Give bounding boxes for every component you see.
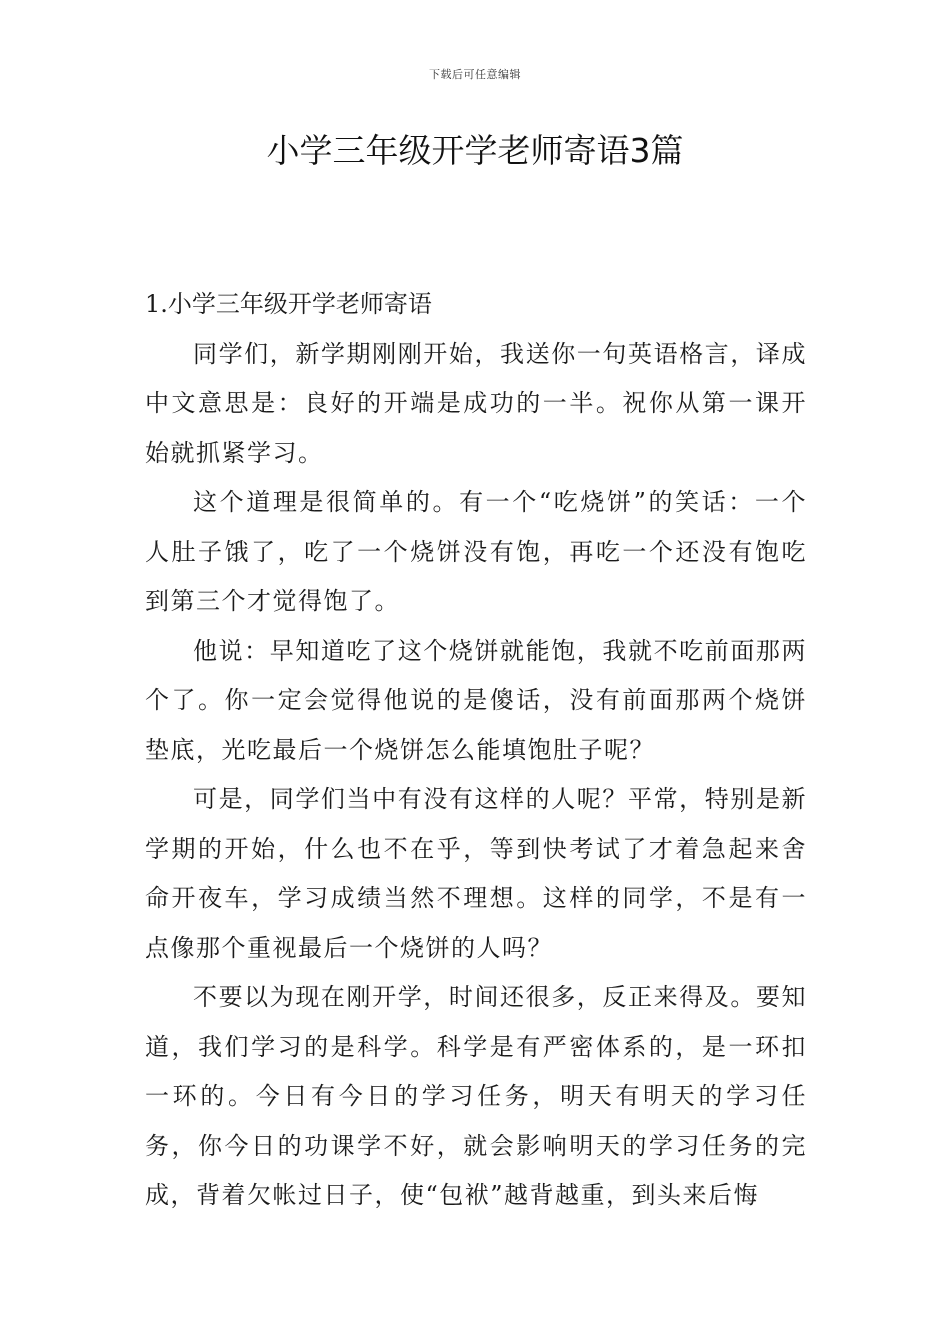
paragraph: 这个道理是很简单的。有一个“吃烧饼”的笑话：一个人肚子饿了，吃了一个烧饼没有饱，再吃一个还没有饱吃到第三个才觉得饱了。 bbox=[145, 488, 807, 615]
paragraph: 不要以为现在刚开学，时间还很多，反正来得及。要知道，我们学习的是科学。科学是有严密体系的，是一环扣一环的。今日有今日的学习任务，明天有明天的学习任务，你今日的功课学不好，就会影响明天的学习任务的完成，背着欠帐过日子，使“包袱”越背越重，到头来后悔 bbox=[145, 983, 807, 1209]
paragraph: 同学们，新学期刚刚开始，我送你一句英语格言，译成中文意思是：良好的开端是成功的一半。祝你从第一课开始就抓紧学习。 bbox=[145, 339, 807, 467]
paragraph: 可是，同学们当中有没有这样的人呢？平常，特别是新学期的开始，什么也不在乎，等到快考试了才着急起来舍命开夜车，学习成绩当然不理想。这样的同学，不是有一点像那个重视最后一个烧饼的人吗？ bbox=[145, 785, 807, 962]
section-heading: 1.小学三年级开学老师寄语 bbox=[145, 290, 432, 318]
header-note: 下载后可任意编辑 bbox=[429, 68, 521, 81]
paragraph: 他说：早知道吃了这个烧饼就能饱，我就不吃前面那两个了。你一定会觉得他说的是傻话，没有前面那两个烧饼垫底，光吃最后一个烧饼怎么能填饱肚子呢？ bbox=[145, 636, 807, 764]
document-title: 小学三年级开学老师寄语3篇 bbox=[266, 131, 684, 170]
document-body bbox=[145, 280, 807, 1221]
